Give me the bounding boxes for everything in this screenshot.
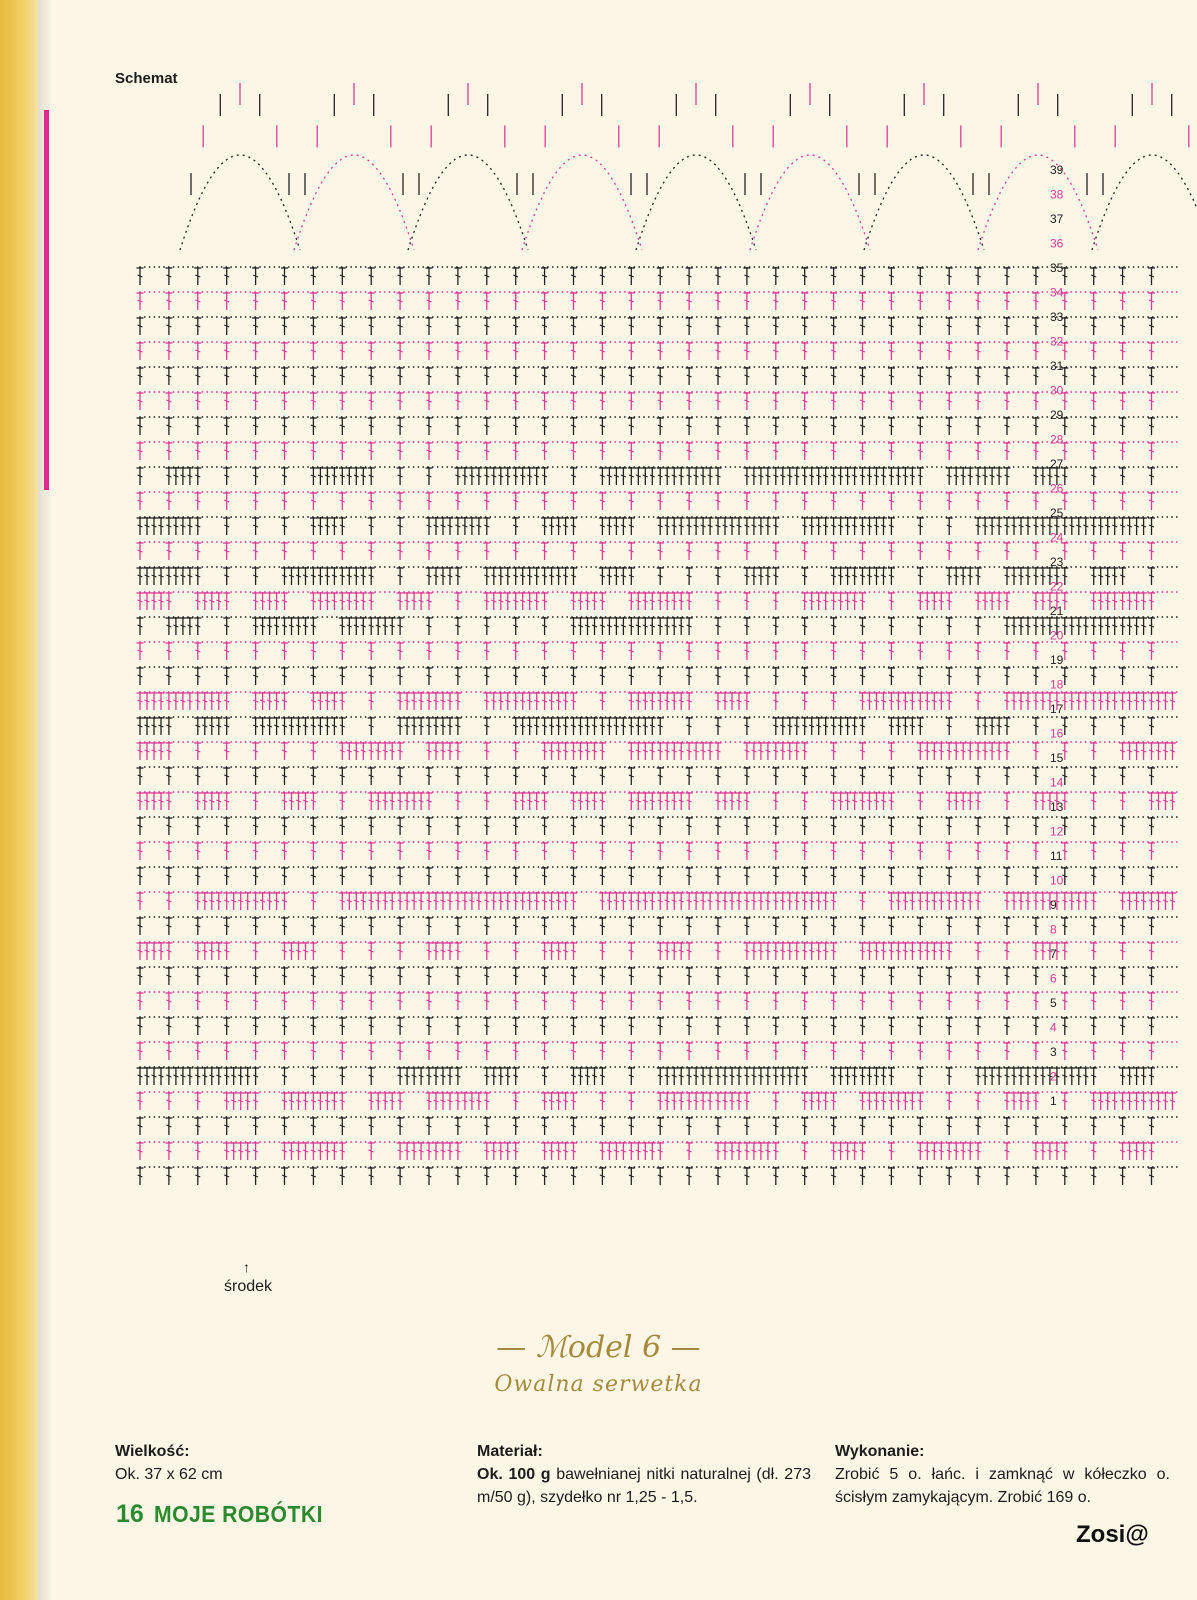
row-number: 12 [1050, 824, 1064, 839]
size-heading: Wielkość: [115, 1443, 190, 1460]
row-number: 1 [1050, 1094, 1057, 1108]
row-number: 32 [1050, 334, 1064, 349]
row-number: 4 [1050, 1020, 1057, 1035]
material-description [477, 1463, 811, 1509]
row-number: 39 [1050, 163, 1064, 177]
row-number: 22 [1050, 579, 1064, 594]
signature: Zosi@ [1076, 1521, 1149, 1548]
row-number: 31 [1050, 359, 1064, 373]
row-number: 5 [1050, 996, 1057, 1010]
row-number: 20 [1050, 628, 1064, 643]
row-number: 21 [1050, 604, 1064, 618]
row-number: 19 [1050, 653, 1064, 667]
model-subtitle: Owalna serwetka [494, 1372, 703, 1397]
size-section [115, 1440, 365, 1486]
center-label: środek [224, 1278, 273, 1295]
row-number: 2 [1050, 1069, 1057, 1084]
page-number: 16 [116, 1500, 144, 1528]
row-number: 34 [1050, 285, 1064, 300]
row-number: 36 [1050, 236, 1064, 251]
row-number: 30 [1050, 383, 1064, 398]
magazine-name: MOJE ROBÓTKI [154, 1501, 323, 1527]
row-number: 9 [1050, 898, 1057, 912]
row-number: 33 [1050, 310, 1064, 324]
row-number: 7 [1050, 947, 1057, 961]
stitch-grid [137, 266, 1178, 1185]
row-number: 37 [1050, 212, 1064, 226]
row-number: 11 [1050, 849, 1063, 863]
model-title: — ℳodel 6 — [496, 1330, 701, 1365]
row-number: 24 [1050, 530, 1064, 545]
row-number: 17 [1050, 702, 1064, 716]
row-number: 15 [1050, 751, 1064, 765]
row-number: 35 [1050, 261, 1064, 275]
row-number: 8 [1050, 922, 1057, 937]
center-arrow-icon: ↑ [243, 1259, 250, 1275]
row-number: 16 [1050, 726, 1064, 741]
row-number: 10 [1050, 873, 1064, 888]
row-number: 28 [1050, 432, 1064, 447]
row-number: 38 [1050, 187, 1064, 202]
material-section [477, 1440, 811, 1509]
row-number: 25 [1050, 506, 1064, 520]
row-number: 3 [1050, 1045, 1057, 1059]
execution-text: Zrobić 5 o. łańc. i zamknąć w kółeczko o. ścisłym zamykającym. Zrobić 169 o. [835, 1466, 1170, 1506]
row-number: 14 [1050, 775, 1064, 790]
row-number: 18 [1050, 677, 1064, 692]
row-number: 23 [1050, 555, 1064, 569]
row-number: 6 [1050, 971, 1057, 986]
row-number: 27 [1050, 457, 1064, 471]
diagram-title: Schemat [115, 70, 178, 87]
execution-section [835, 1440, 1170, 1509]
material-text: bawełnianej nitki naturalnej (dł. 273 m/50 g), szydełko nr 1,25 - 1,5. [477, 1466, 811, 1506]
material-amount: Ok. 100 g [477, 1466, 551, 1483]
row-number: 26 [1050, 481, 1064, 496]
row-number: 29 [1050, 408, 1064, 422]
execution-heading: Wykonanie: [835, 1443, 925, 1460]
material-heading: Materiał: [477, 1443, 543, 1460]
scalloped-edge [180, 83, 1197, 250]
size-value: Ok. 37 x 62 cm [115, 1466, 223, 1483]
row-number: 13 [1050, 800, 1064, 814]
